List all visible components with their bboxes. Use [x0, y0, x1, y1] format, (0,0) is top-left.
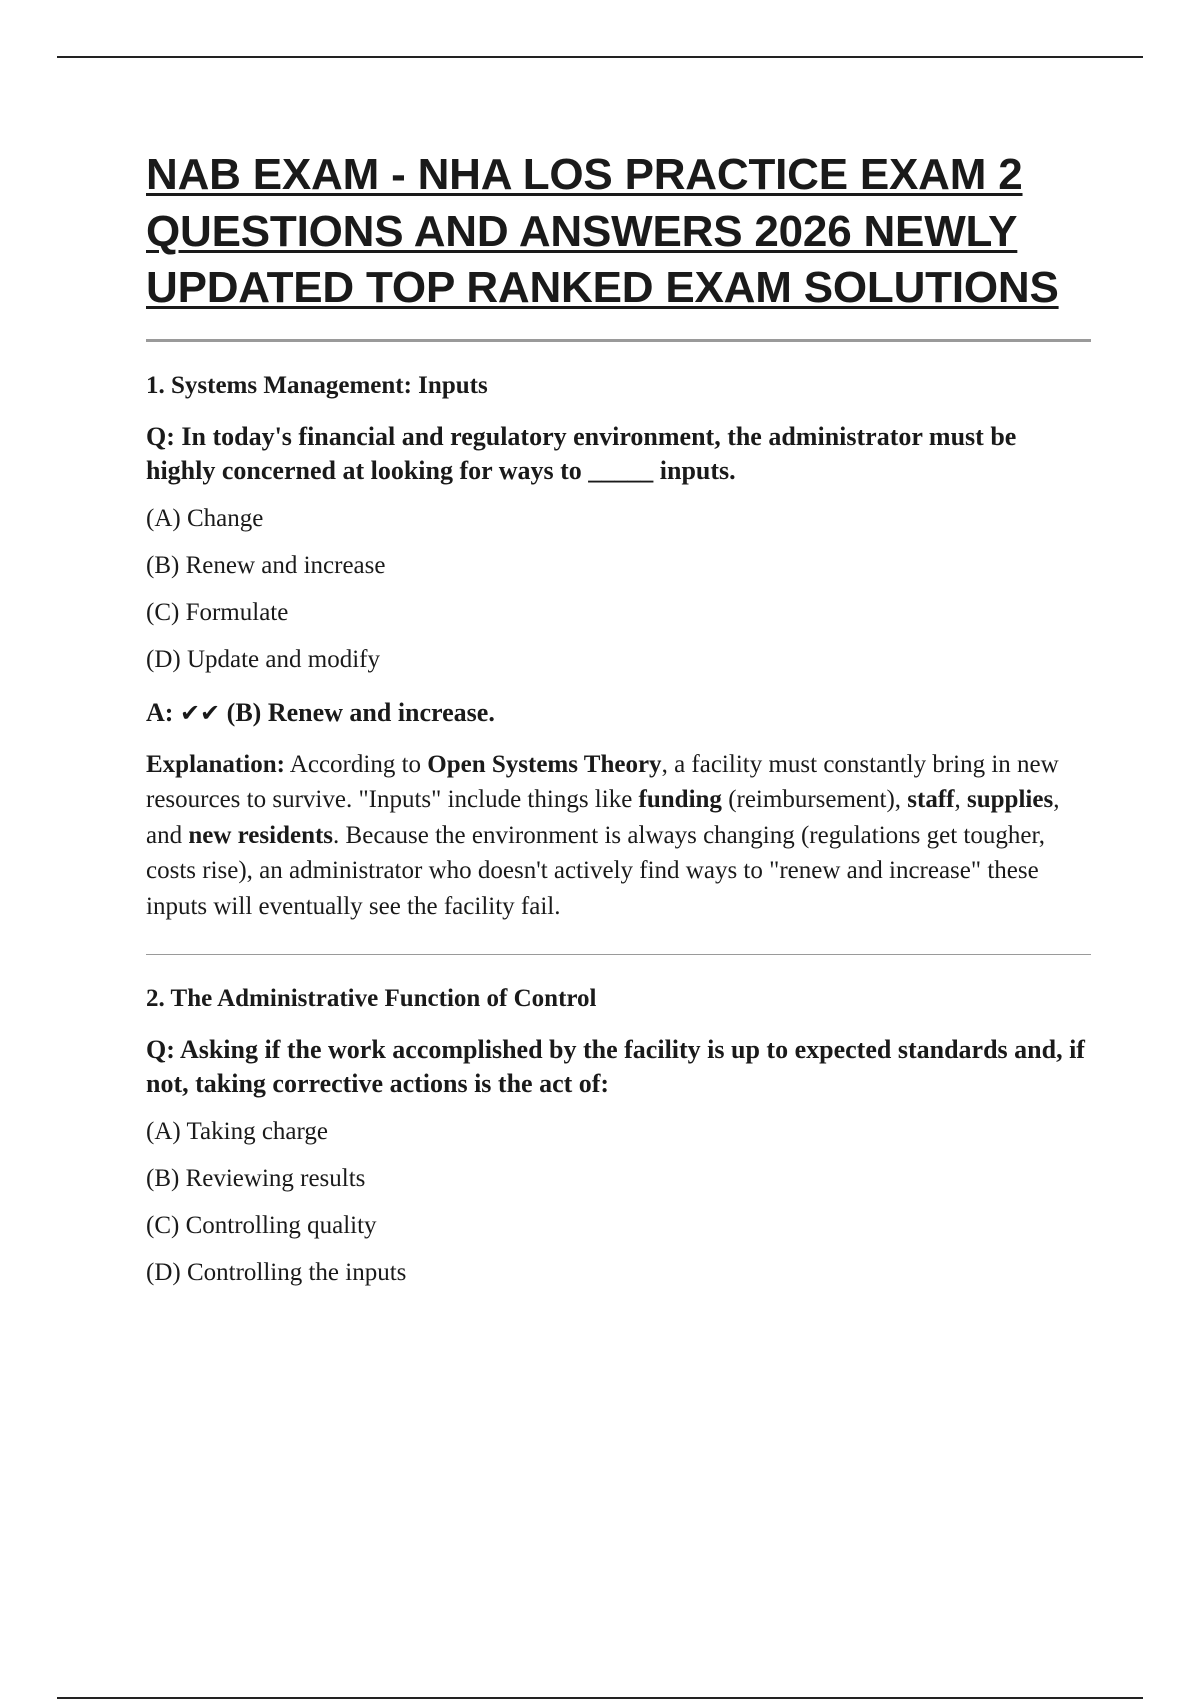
answer-text: (B) Renew and increase.	[226, 697, 495, 727]
title-divider	[146, 339, 1091, 342]
double-check-icon: ✔✔	[179, 698, 221, 727]
bottom-page-rule	[57, 1697, 1143, 1699]
option-d: (D) Update and modify	[146, 645, 380, 673]
top-page-rule	[57, 56, 1143, 58]
explanation-text: (reimbursement),	[721, 786, 908, 813]
option-c: (C) Controlling quality	[146, 1212, 377, 1239]
section-heading: 1. Systems Management: Inputs	[146, 371, 488, 399]
explanation-text: , a facility must constantly bring in new resources to survive. "Inputs" include things like	[146, 750, 1059, 813]
explanation-label: Explanation:	[146, 750, 285, 778]
explanation-text: According to	[284, 750, 428, 778]
option-c: (C) Formulate	[146, 598, 289, 626]
question-text: Q: Asking if the work accomplished by the facility is up to expected standards and, if not, taking corrective actions is the act of:	[146, 1035, 1085, 1098]
explanation-term: funding	[638, 786, 722, 813]
option-a: (A) Taking charge	[146, 1118, 328, 1145]
question-section-2	[146, 983, 1091, 1289]
explanation-term: staff	[907, 786, 955, 813]
answer-line	[146, 696, 1091, 730]
option-a: (A) Change	[146, 504, 264, 532]
explanation-term: Open Systems Theory	[427, 750, 662, 778]
explanation-paragraph	[146, 747, 1091, 925]
question-section-1	[146, 370, 1091, 925]
option-b: (B) Reviewing results	[146, 1165, 366, 1192]
explanation-text: , and	[146, 786, 1060, 849]
section-heading: 2. The Administrative Function of Control	[146, 985, 597, 1012]
explanation-term: supplies	[967, 786, 1054, 813]
explanation-text: ,	[954, 786, 968, 813]
option-b: (B) Renew and increase	[146, 551, 386, 579]
section-divider	[146, 954, 1091, 955]
document-title: NAB EXAM - NHA LOS PRACTICE EXAM 2 QUESTIONS AND ANSWERS 2026 NEWLY UPDATED TOP RANKED EXAM SOLUTIONS	[146, 150, 1059, 312]
option-d: (D) Controlling the inputs	[146, 1259, 407, 1286]
question-text: Q: In today's financial and regulatory environment, the administrator must be highly concerned at looking for ways to _____ inputs.	[146, 421, 1017, 485]
explanation-term: new residents	[188, 821, 334, 849]
explanation-text: . Because the environment is always changing (regulations get tougher, costs rise), an administrator who doesn't actively find ways to "renew and increase" these inputs will eventually see the facility fail.	[146, 821, 1046, 920]
answer-prefix: A:	[146, 697, 174, 727]
document-body	[146, 147, 1091, 1289]
